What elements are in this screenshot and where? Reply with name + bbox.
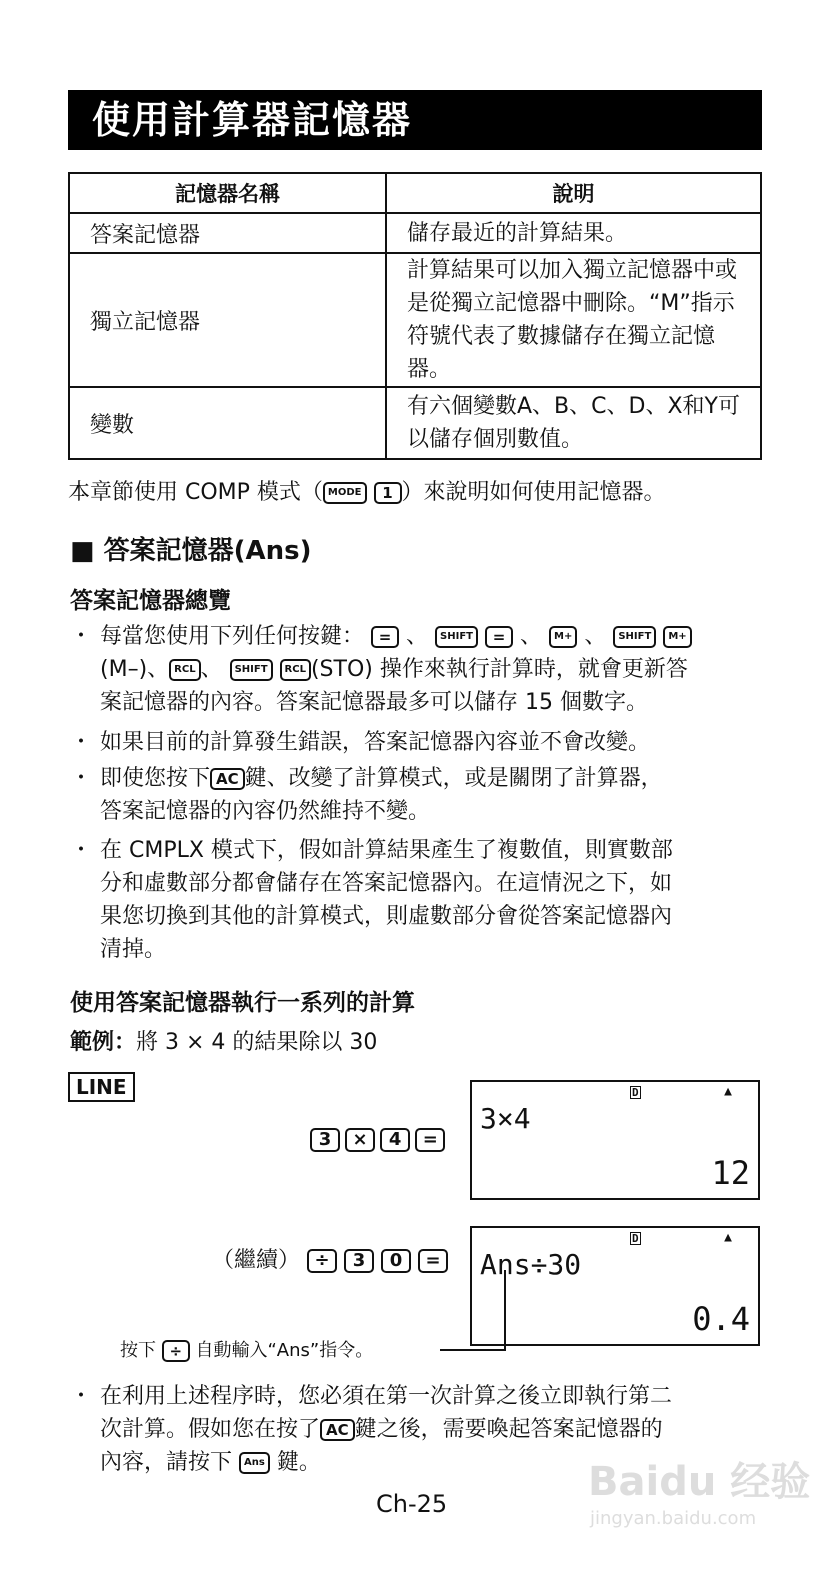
shift-key: SHIFT [613, 626, 656, 648]
lcd-display-1 [470, 1080, 760, 1200]
mplus-key: M+ [549, 626, 577, 648]
equals-key: = [418, 1249, 448, 1273]
table-header: 記憶器名稱 [69, 173, 386, 213]
table-cell-name: 獨立記憶器 [69, 253, 386, 387]
ac-key: AC [210, 768, 245, 790]
ans-note: 按下 ÷ 自動輸入“Ans”指令。 [120, 1340, 374, 1361]
table-row [69, 387, 761, 459]
baidu-watermark: Baidu 经验 [588, 1459, 811, 1505]
page-title-bar [68, 90, 762, 150]
table-cell-name: 變數 [69, 387, 386, 459]
intro-text: 本章節使用 COMP 模式（ MODE 1 ）來說明如何使用記憶器。 [68, 480, 666, 505]
degree-indicator: D [632, 1232, 639, 1245]
table-header: 說明 [386, 173, 761, 213]
key-4: 4 [380, 1128, 410, 1152]
degree-indicator: D [632, 1086, 639, 1099]
table-cell-desc: 有六個變數A、B、C、D、X和Y可以儲存個別數值。 [386, 387, 761, 459]
mplus-key: M+ [663, 626, 691, 648]
section-heading-ans: ■ 答案記憶器(Ans) [70, 536, 312, 566]
step1-keys [310, 1128, 445, 1152]
table-row [69, 213, 761, 253]
table-row [69, 253, 761, 387]
subheading-series: 使用答案記憶器執行一系列的計算 [70, 990, 415, 1016]
divide-key: ÷ [162, 1340, 190, 1362]
table-cell-desc: 儲存最近的計算結果。 [386, 213, 761, 253]
equals-key: = [415, 1128, 445, 1152]
rcl-key: RCL [280, 659, 311, 681]
page-number: Ch-25 [376, 1490, 448, 1518]
divide-key: ÷ [307, 1249, 337, 1273]
bullet-item: ・ 每當您使用下列任何按鍵： = 、 SHIFT = 、 M+ 、 SHIFT M+ (M–)、 RCL 、 SHIFT RCL (STO) 操作來執行計算時，就會更新答 案記憶器的內容。答案記憶器最多可以儲存 15 個數字。 [70, 620, 770, 719]
mode-key: MODE [323, 482, 367, 504]
bullet-item: ・ 即使您按下 AC 鍵、改變了計算模式，或是關閉了計算器， 答案記憶器的內容仍然維持不變。 [70, 766, 663, 824]
ac-key: AC [320, 1419, 355, 1441]
bullet-item: ・ 在 CMPLX 模式下，假如計算結果產生了複數值，則實數部 分和虛數部分都會儲存在答案記憶器內。在這情況之下，如 果您切換到其他的計算模式，則虛數部分會從答案記憶器內 清掉。 [70, 838, 673, 962]
example-line: 範例：將 3 × 4 的結果除以 30 [70, 1030, 378, 1055]
table-cell-desc: 計算結果可以加入獨立記憶器中或是從獨立記憶器中刪除。“M”指示符號代表了數據儲存在獨立記憶器。 [386, 253, 761, 387]
shift-key: SHIFT [435, 626, 478, 648]
lcd-result: 12 [711, 1154, 750, 1192]
bullet-item: ・ 在利用上述程序時，您必須在第一次計算之後立即執行第二 次計算。假如您在按了 AC 鍵之後，需要喚起答案記憶器的 內容，請按下 Ans 鍵。 [70, 1384, 673, 1475]
page-title: 使用計算器記憶器 [92, 98, 413, 142]
up-arrow-icon: ▲ [724, 1084, 732, 1099]
lcd-result: 0.4 [692, 1300, 750, 1338]
baidu-watermark-url: jingyan.baidu.com [590, 1508, 757, 1529]
table-cell-name: 答案記憶器 [69, 213, 386, 253]
lcd-expression: Ans÷30 [480, 1248, 582, 1281]
line-mode-badge: LINE [68, 1072, 135, 1102]
lcd-expression: 3×4 [480, 1102, 531, 1135]
ans-key: Ans [239, 1452, 270, 1474]
key-1: 1 [374, 482, 402, 504]
key-0: 0 [381, 1249, 411, 1273]
subheading-overview: 答案記憶器總覽 [70, 588, 231, 614]
equals-key: = [485, 626, 513, 648]
multiply-key: × [345, 1128, 375, 1152]
bullet-item: ・ 如果目前的計算發生錯誤，答案記憶器內容並不會改變。 [70, 730, 651, 755]
shift-key: SHIFT [230, 659, 273, 681]
step2-keys: （繼續） ÷ 3 0 = [212, 1244, 448, 1277]
table-header-row [69, 173, 761, 213]
callout-line [430, 1270, 520, 1354]
key-3: 3 [310, 1128, 340, 1152]
key-3: 3 [344, 1249, 374, 1273]
rcl-key: RCL [169, 659, 200, 681]
equals-key: = [371, 626, 399, 648]
up-arrow-icon: ▲ [724, 1230, 732, 1245]
memory-table [68, 172, 762, 460]
